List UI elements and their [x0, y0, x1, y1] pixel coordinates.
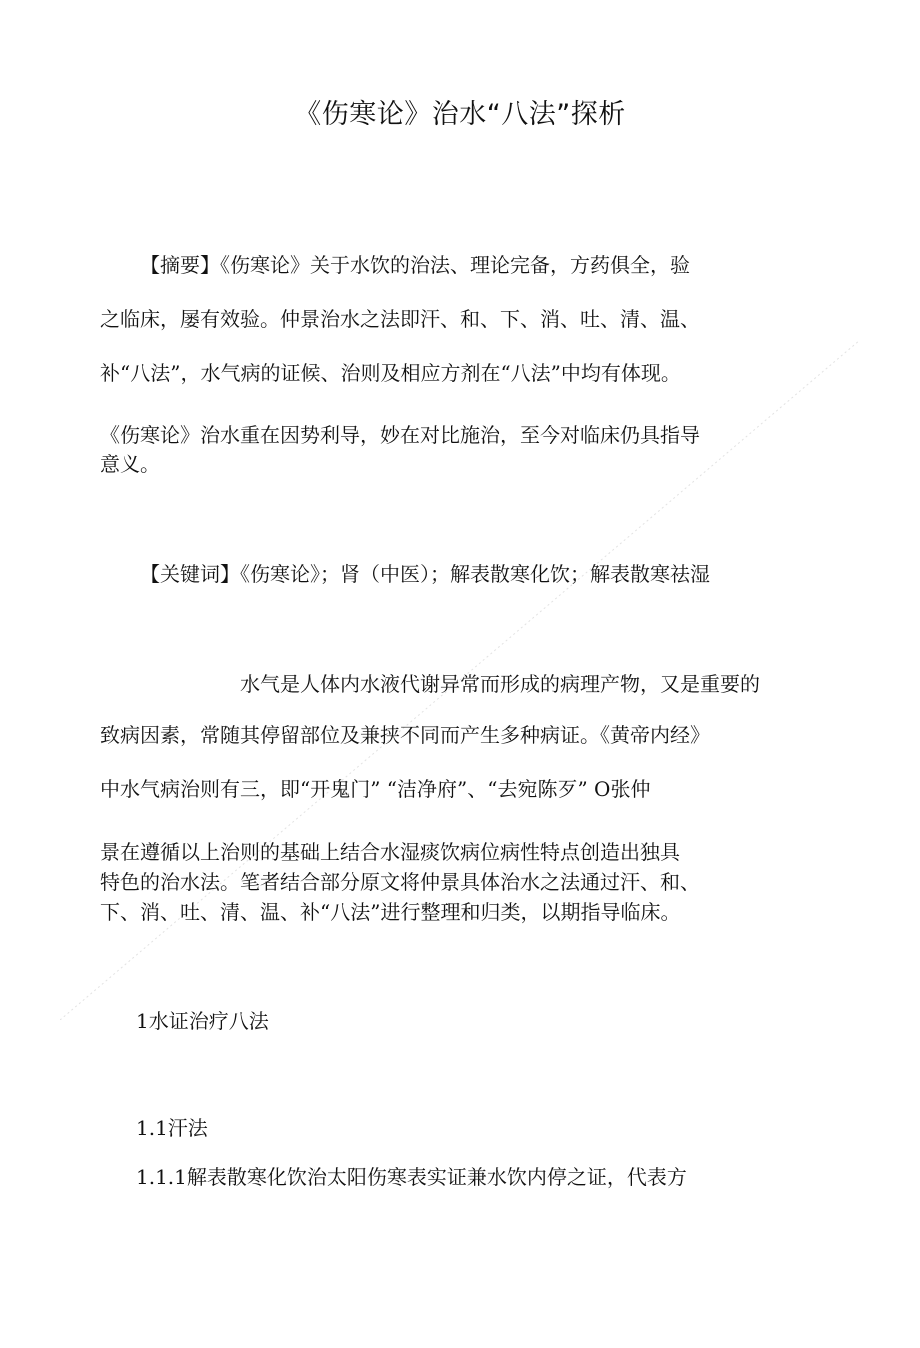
section-heading-1: 1水证治疗八法	[136, 1009, 269, 1033]
abstract-line-2: 之临床，屡有效验。仲景治水之法即汗、和、下、消、吐、清、温、	[100, 307, 700, 331]
document-title: 《伤寒论》治水“八法”探析	[294, 99, 626, 130]
abstract-line-5: 意义。	[100, 452, 160, 476]
intro-line-1: 水气是人体内水液代谢异常而形成的病理产物，又是重要的	[240, 672, 760, 696]
section-heading-1-1: 1.1汗法	[136, 1116, 208, 1140]
intro-line-4: 景在遵循以上治则的基础上结合水湿痰饮病位病性特点创造出独具	[100, 840, 680, 864]
keywords-line: 【关键词】《伤寒论》；肾（中医）；解表散寒化饮；解表散寒祛湿	[140, 562, 710, 586]
intro-line-2: 致病因素，常随其停留部位及兼挟不同而产生多种病证。《黄帝内经》	[100, 723, 710, 747]
intro-line-3: 中水气病治则有三，即“开鬼门” “洁净府”、“去宛陈歹” O张仲	[100, 777, 651, 801]
abstract-line-3: 补“八法”，水气病的证候、治则及相应方剂在“八法”中均有体现。	[100, 361, 681, 385]
abstract-line-4: 《伤寒论》治水重在因势利导，妙在对比施治，至今对临床仍具指导	[100, 423, 700, 447]
abstract-line-1: 【摘要】《伤寒论》关于水饮的治法、理论完备，方药俱全，验	[140, 253, 690, 277]
intro-line-5: 特色的治水法。笔者结合部分原文将仲景具体治水之法通过汗、和、	[100, 870, 700, 894]
intro-line-6: 下、消、吐、清、温、补“八法”进行整理和归类，以期指导临床。	[100, 900, 681, 924]
section-heading-1-1-1: 1.1.1解表散寒化饮治太阳伤寒表实证兼水饮内停之证，代表方	[136, 1165, 687, 1189]
